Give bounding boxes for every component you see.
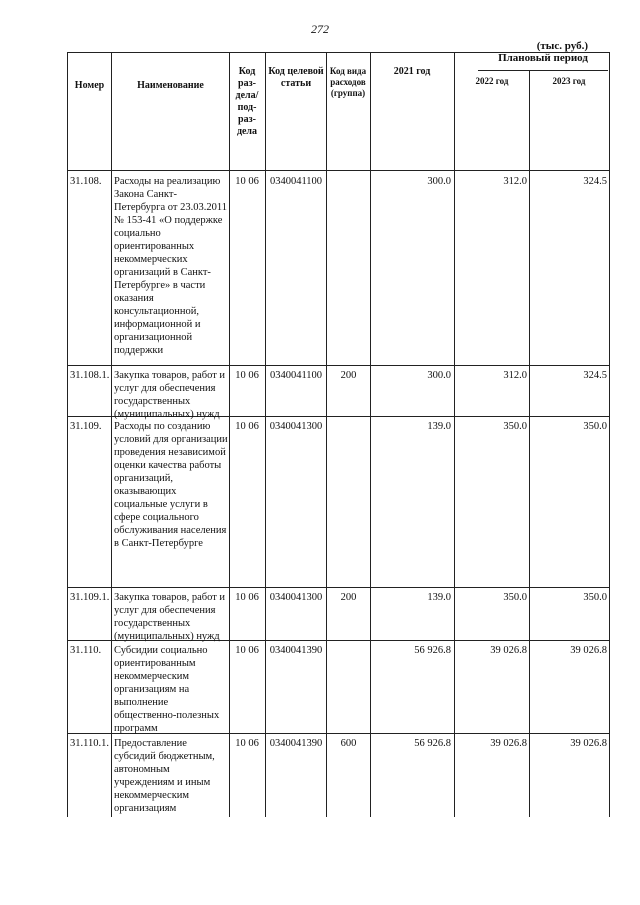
row-target: 0340041390	[269, 738, 323, 749]
row-target: 0340041390	[269, 645, 323, 656]
row-section: 10 06	[235, 738, 259, 749]
row-2021: 56 926.8	[414, 645, 451, 656]
row-name: Предоставление субсидий бюджетным, автономным учреждениям и иным некоммерческим организациям	[114, 738, 215, 814]
header-2021: 2021 год	[393, 66, 431, 77]
row-2023: 350.0	[583, 592, 607, 603]
header-2023: 2023 год	[552, 76, 586, 86]
row-2022: 350.0	[503, 592, 527, 603]
row-section: 10 06	[235, 592, 259, 603]
row-2022: 312.0	[503, 176, 527, 187]
row-2023: 324.5	[583, 370, 607, 381]
row-2022: 39 026.8	[490, 738, 527, 749]
units-label: (тыс. руб.)	[536, 40, 588, 52]
page-number: 272	[311, 22, 329, 36]
row-2021: 300.0	[427, 176, 451, 187]
row-2021: 139.0	[427, 592, 451, 603]
header-number: Номер	[74, 80, 105, 91]
row-2022: 39 026.8	[490, 645, 527, 656]
row-name: Субсидии социально ориентированным некоммерческим организациям на выполнение общественно-полезных программ	[114, 645, 220, 734]
row-target: 0340041300	[269, 592, 323, 603]
row-expense-type: 200	[340, 592, 357, 603]
row-2023: 39 026.8	[570, 738, 607, 749]
row-target: 0340041300	[269, 421, 323, 432]
row-2023: 39 026.8	[570, 645, 607, 656]
row-section: 10 06	[235, 370, 259, 381]
row-name: Расходы по созданию условий для организации проведения независимой оценки качества работы организаций, оказывающих социальные услуги в сфере социального обслуживания населения в Санкт-Петербурге	[114, 421, 228, 549]
row-2023: 324.5	[583, 176, 607, 187]
row-2022: 312.0	[503, 370, 527, 381]
row-number: 31.108.1.	[70, 370, 110, 381]
row-section: 10 06	[235, 421, 259, 432]
row-2022: 350.0	[503, 421, 527, 432]
header-expense-type: Код вида расходов (группа)	[329, 66, 367, 98]
row-2021: 300.0	[427, 370, 451, 381]
header-target: Код целевой статьи	[268, 66, 324, 89]
planning-period-header: Плановый период	[498, 52, 588, 64]
row-target: 0340041100	[269, 176, 323, 187]
row-2021: 56 926.8	[414, 738, 451, 749]
row-number: 31.110.1.	[70, 738, 109, 749]
header-2022: 2022 год	[475, 76, 509, 86]
row-section: 10 06	[235, 176, 259, 187]
planning-period-divider	[478, 70, 608, 71]
row-number: 31.109.1.	[70, 592, 110, 603]
row-number: 31.110.	[70, 645, 102, 656]
row-number: 31.108.	[70, 176, 102, 187]
row-2023: 350.0	[583, 421, 607, 432]
row-expense-type: 200	[340, 370, 357, 381]
row-target: 0340041100	[269, 370, 323, 381]
row-section: 10 06	[235, 645, 259, 656]
header-name: Наименование	[137, 80, 204, 91]
row-2021: 139.0	[427, 421, 451, 432]
row-name: Закупка товаров, работ и услуг для обеспечения государственных (муниципальных) нужд	[114, 592, 226, 642]
row-name: Закупка товаров, работ и услуг для обеспечения государственных (муниципальных) нужд	[114, 370, 226, 420]
row-number: 31.109.	[70, 421, 102, 432]
row-name: Расходы на реализацию Закона Санкт-Петербурга от 23.03.2011 № 153-41 «О поддержке социально ориентированных некоммерческих организаций в Санкт-Петербурге» в части оказания консультационной, информационной и организационной поддержки	[114, 176, 227, 356]
row-expense-type: 600	[340, 738, 357, 749]
header-section: Код раз- дела/ под- раз- дела	[235, 66, 259, 137]
